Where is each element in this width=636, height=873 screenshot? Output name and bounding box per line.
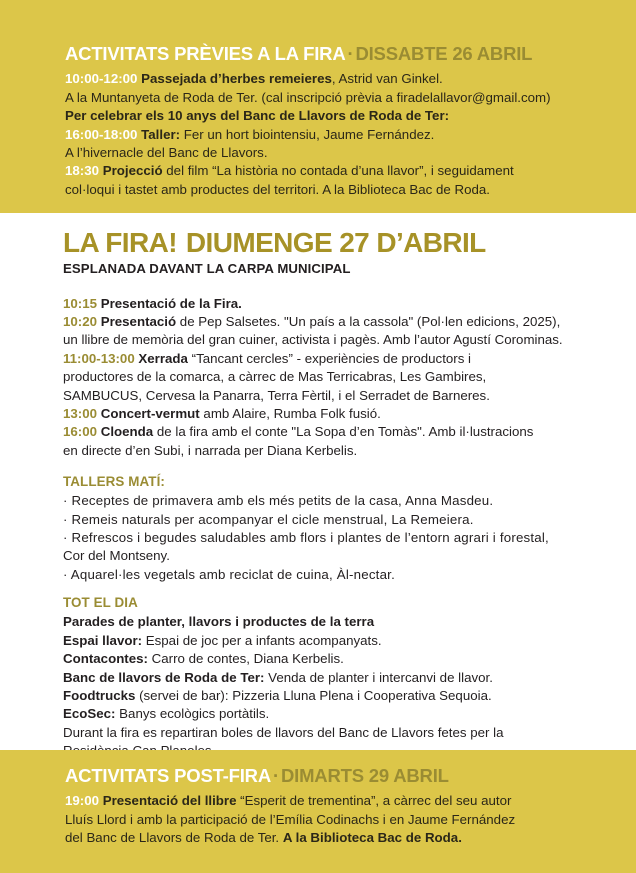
pre-fira-line-7 [65,181,580,199]
pre-fira-line-3 [65,107,580,125]
tot-el-dia-bold-1: Parades de planter, llavors i productes de la terra [63,614,375,630]
tot-el-dia-item-2 [63,632,580,650]
fira-schedule-line-5 [63,368,580,386]
fira-schedule-line-6 [63,387,580,405]
tot-el-dia-bold-6: EcoSec: [63,706,116,722]
pre-fira-time-6: 18:30 [65,163,100,179]
pre-fira-text-1: , Astrid van Ginkel. [331,71,443,87]
fira-bold-4: Xerrada [138,350,188,366]
fira-text-3: un llibre de memòria del gran cuiner, activista i pagès. Amb l’autor Agustí Corominas. [63,332,563,348]
post-fira-section [0,750,636,873]
pre-fira-heading [65,44,580,64]
pre-fira-time-4: 16:00-18:00 [65,126,138,142]
tot-el-dia-bold-4: Banc de llavors de Roda de Ter: [63,669,265,685]
pre-fira-bold-1: Passejada d’herbes remeieres [141,71,332,87]
pre-fira-line-4 [65,126,580,144]
fira-schedule-line-9 [63,442,580,460]
fira-bold-8: Cloenda [100,424,154,440]
post-fira-text-1: “Esperit de trementina”, a càrrec del seu autor [236,793,512,809]
tallers-item-3: · Refrescos i begudes saludables amb flors i plantes de l’entorn agrari i forestal, [63,530,549,546]
post-fira-line-1 [65,792,580,810]
fira-text-2: de Pep Salsetes. "Un país a la cassola" (Pol·len edicions, 2025), [176,313,561,329]
fira-time-1: 10:15 [63,295,98,311]
pre-fira-text-5: A l’hivernacle del Banc de Llavors. [65,144,268,160]
post-fira-time-1: 19:00 [65,793,100,809]
post-fira-line-2 [65,811,580,829]
tot-el-dia-text-6: Banys ecològics portàtils. [115,706,270,722]
post-fira-text-3: del Banc de Llavors de Roda de Ter. [65,830,283,846]
tot-el-dia-item-4 [63,669,580,687]
fira-time-4: 11:00-13:00 [63,350,135,366]
fira-text-4: “Tancant cercles” - experiències de productors i [187,350,472,366]
pre-fira-heading-separator: · [347,43,354,64]
tot-el-dia-heading: TOT EL DIA [63,595,138,611]
tallers-mati-heading: TALLERS MATÍ: [63,474,165,490]
fira-schedule-line-8 [63,423,580,441]
fira-schedule-line-7 [63,405,580,423]
fira-schedule-line-2 [63,313,580,331]
tot-el-dia-text-5: (servei de bar): Pizzeria Lluna Plena i Cooperativa Sequoia. [135,688,492,704]
pre-fira-heading-date: DISSABTE 26 ABRIL [355,43,533,64]
tot-el-dia-text-3: Carro de contes, Diana Kerbelis. [147,651,344,667]
fira-title [63,229,580,257]
tot-el-dia-item-6 [63,705,580,723]
tot-el-dia-item-1 [63,613,580,631]
tot-el-dia-text-4: Venda de planter i intercanvi de llavor. [264,669,493,685]
tallers-item-2: · Remeis naturals per acompanyar el cicle menstrual, La Remeiera. [63,511,474,527]
pre-fira-bold-4: Taller: [141,126,181,142]
post-fira-heading [65,766,580,786]
fira-main-section [0,213,636,750]
fira-text-8: de la fira amb el conte "La Sopa d’en Tomàs". Amb il·lustracions [153,424,534,440]
pre-fira-section [0,0,636,213]
fira-text-5: productores de la comarca, a càrrec de Mas Terricabras, Les Gambires, [63,369,487,385]
fira-bold-2: Presentació [100,313,177,329]
pre-fira-line-2 [65,89,580,107]
fira-title-part2: DIUMENGE 27 D’ABRIL [185,227,486,258]
tot-el-dia-bold-2: Espai llavor: [63,632,143,648]
pre-fira-line-6 [65,162,580,180]
tallers-item-4: · Aquarel·les vegetals amb reciclat de cuina, Àl-nectar. [63,566,395,582]
fira-schedule-line-1 [63,295,580,313]
tot-el-dia-bold-5: Foodtrucks [63,688,136,704]
pre-fira-text-6: del film “La història no contada d’una llavor”, i seguidament [162,163,514,179]
fira-text-7: amb Alaire, Rumba Folk fusió. [199,405,381,421]
post-fira-heading-date: DIMARTS 29 ABRIL [280,765,449,786]
post-fira-line-3 [65,829,580,847]
post-fira-bold-1: Presentació del llibre [102,793,237,809]
fira-text-6: SAMBUCUS, Cervesa la Panarra, Terra Fèrtil, i el Serradet de Barneres. [63,387,490,403]
post-fira-bold-3: A la Biblioteca Bac de Roda. [282,830,462,846]
post-fira-heading-title: ACTIVITATS POST-FIRA [65,765,272,786]
pre-fira-bold-6: Projecció [102,163,163,179]
post-fira-heading-separator: · [273,765,279,786]
pre-fira-time-1: 10:00-12:00 [65,71,138,87]
pre-fira-heading-title: ACTIVITATS PRÈVIES A LA FIRA [65,43,346,64]
tot-el-dia-item-7 [63,724,580,742]
tallers-item-3-cont: Cor del Montseny. [63,548,170,564]
pre-fira-bold-3: Per celebrar els 10 anys del Banc de Llavors de Roda de Ter: [65,108,450,124]
pre-fira-line-1 [65,70,580,88]
pre-fira-text-2: A la Muntanyeta de Roda de Ter. (cal inscripció prèvia a firadelallavor@gmail.com) [65,89,551,105]
pre-fira-text-7: col·loqui i tastet amb productes del territori. A la Biblioteca Bac de Roda. [65,181,490,197]
pre-fira-line-5 [65,144,580,162]
tot-el-dia-text-2: Espai de joc per a infants acompanyats. [142,632,382,648]
post-fira-text-2: Lluís Llord i amb la participació de l’Emília Codinachs i en Jaume Fernández [65,811,516,827]
tallers-item-1: · Receptes de primavera amb els més petits de la casa, Anna Masdeu. [63,493,494,509]
tot-el-dia-bold-3: Contacontes: [63,651,148,667]
fira-title-part1: LA FIRA! [63,227,177,258]
fira-bold-7: Concert-vermut [100,405,200,421]
fira-subtitle: ESPLANADA DAVANT LA CARPA MUNICIPAL [63,261,351,276]
fira-text-9: en directe d’en Subi, i narrada per Diana Kerbelis. [63,442,358,458]
tot-el-dia-item-3 [63,650,580,668]
fira-schedule-line-3 [63,331,580,349]
fira-bold-1: Presentació de la Fira. [100,295,242,311]
pre-fira-text-4: Fer un hort biointensiu, Jaume Fernández. [180,126,435,142]
fira-time-2: 10:20 [63,313,98,329]
fira-time-7: 13:00 [63,405,98,421]
fira-time-8: 16:00 [63,424,98,440]
fira-schedule-line-4 [63,350,580,368]
tot-el-dia-item-5 [63,687,580,705]
tot-el-dia-text-7: Durant la fira es repartiran boles de llavors del Banc de Llavors fetes per la [63,724,504,740]
